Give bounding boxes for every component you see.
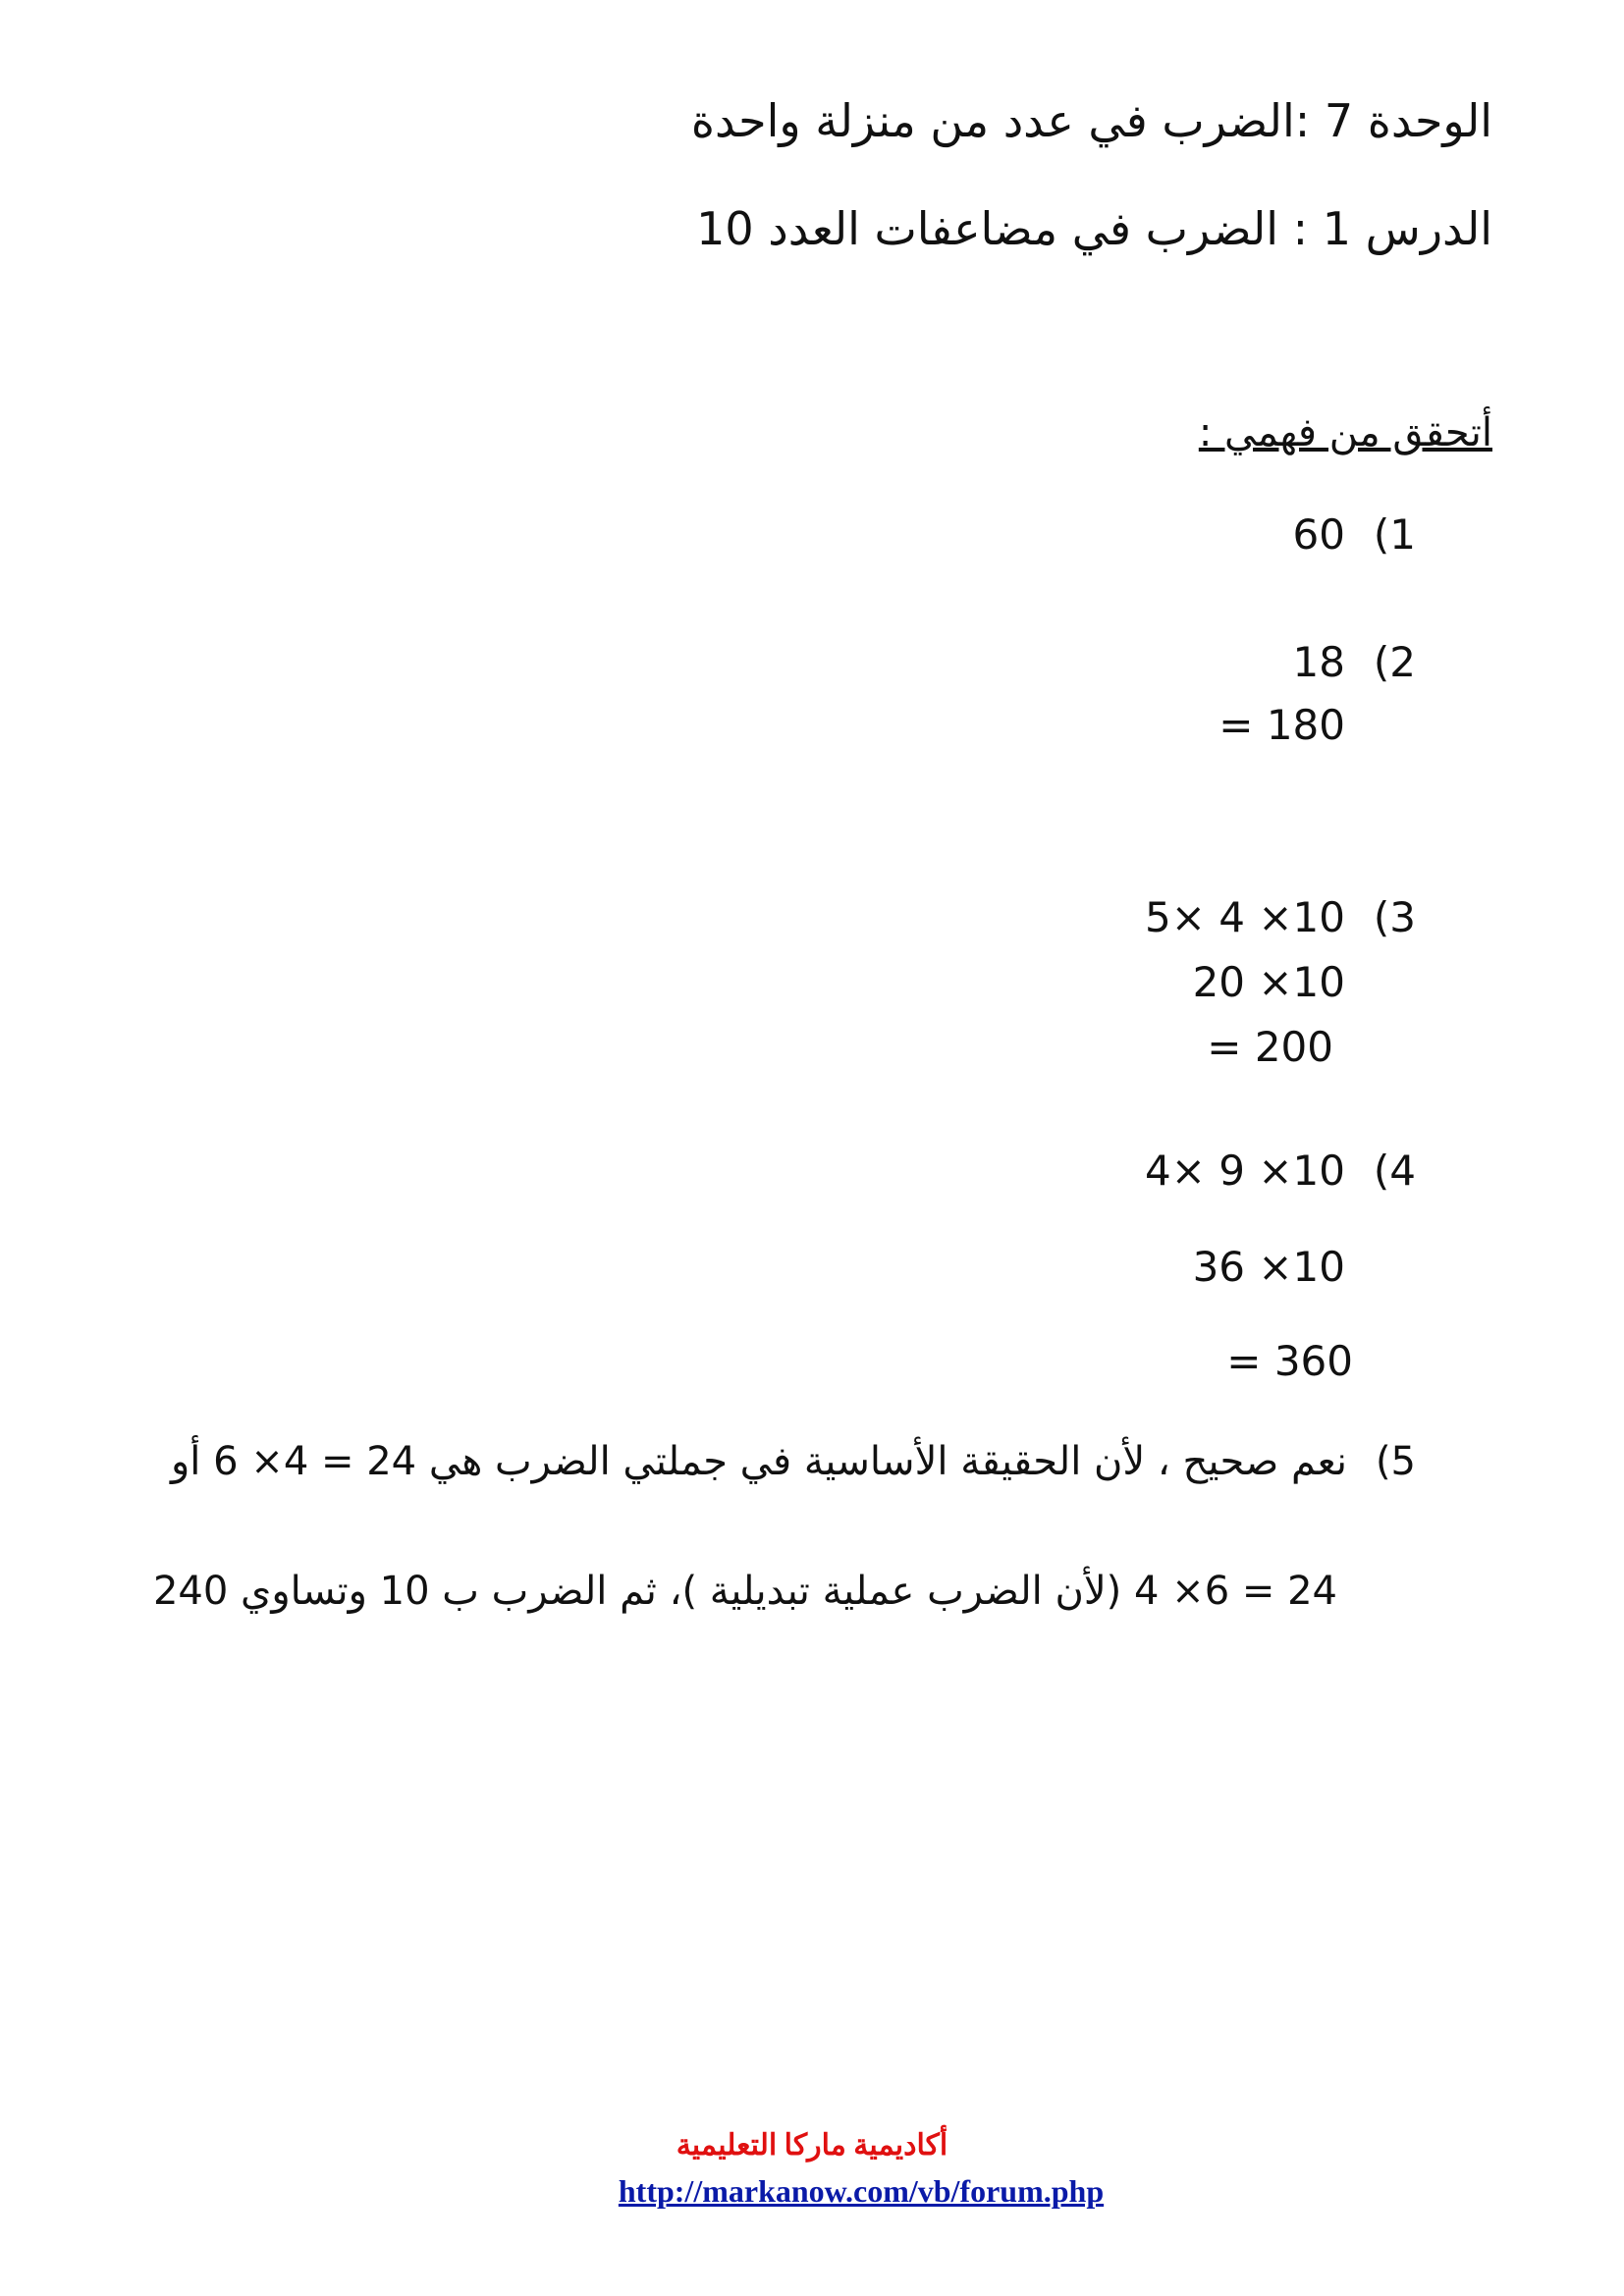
check-understanding-heading: أتحقق من فهمي : (1198, 410, 1492, 455)
footer-brand: أكاديمية ماركا التعليمية (676, 2129, 948, 2162)
answer-3-line-3: = 200 (1207, 1023, 1333, 1071)
answer-2-line-1: 18 (1292, 638, 1345, 686)
answer-5-line-2: 24 = 6× 4 (لأن الضرب عملية تبديلية )، ثم الضرب ب 10 وتساوي 240 (152, 1569, 1337, 1614)
answer-3-line-1: 5× 4 ×10 (1145, 893, 1345, 941)
lesson-title: الدرس 1 : الضرب في مضاعفات العدد 10 (696, 202, 1492, 255)
answer-3-label: (3 (1373, 893, 1416, 941)
answer-4-line-3: = 360 (1226, 1337, 1353, 1385)
answer-4-line-2: 36 ×10 (1192, 1243, 1345, 1291)
unit-title: الوحدة 7 :الضرب في عدد من منزلة واحدة (690, 94, 1492, 147)
answer-1-line-1: 60 (1292, 510, 1345, 559)
answer-4-label: (4 (1373, 1147, 1416, 1195)
answer-4-line-1: 4× 9 ×10 (1145, 1147, 1345, 1195)
answer-5-label: 5) (1375, 1439, 1416, 1484)
answer-2-label: (2 (1373, 638, 1416, 686)
answer-5-line-1: نعم صحيح ، لأن الحقيقة الأساسية في جملتي الضرب هي 24 = 4× 6 أو (170, 1439, 1347, 1484)
answer-1-label: (1 (1373, 510, 1416, 559)
footer-url-link[interactable]: http://markanow.com/vb/forum.php (618, 2173, 1105, 2209)
answer-2-line-2: = 180 (1218, 701, 1345, 749)
answer-3-line-2: 20 ×10 (1192, 958, 1345, 1006)
